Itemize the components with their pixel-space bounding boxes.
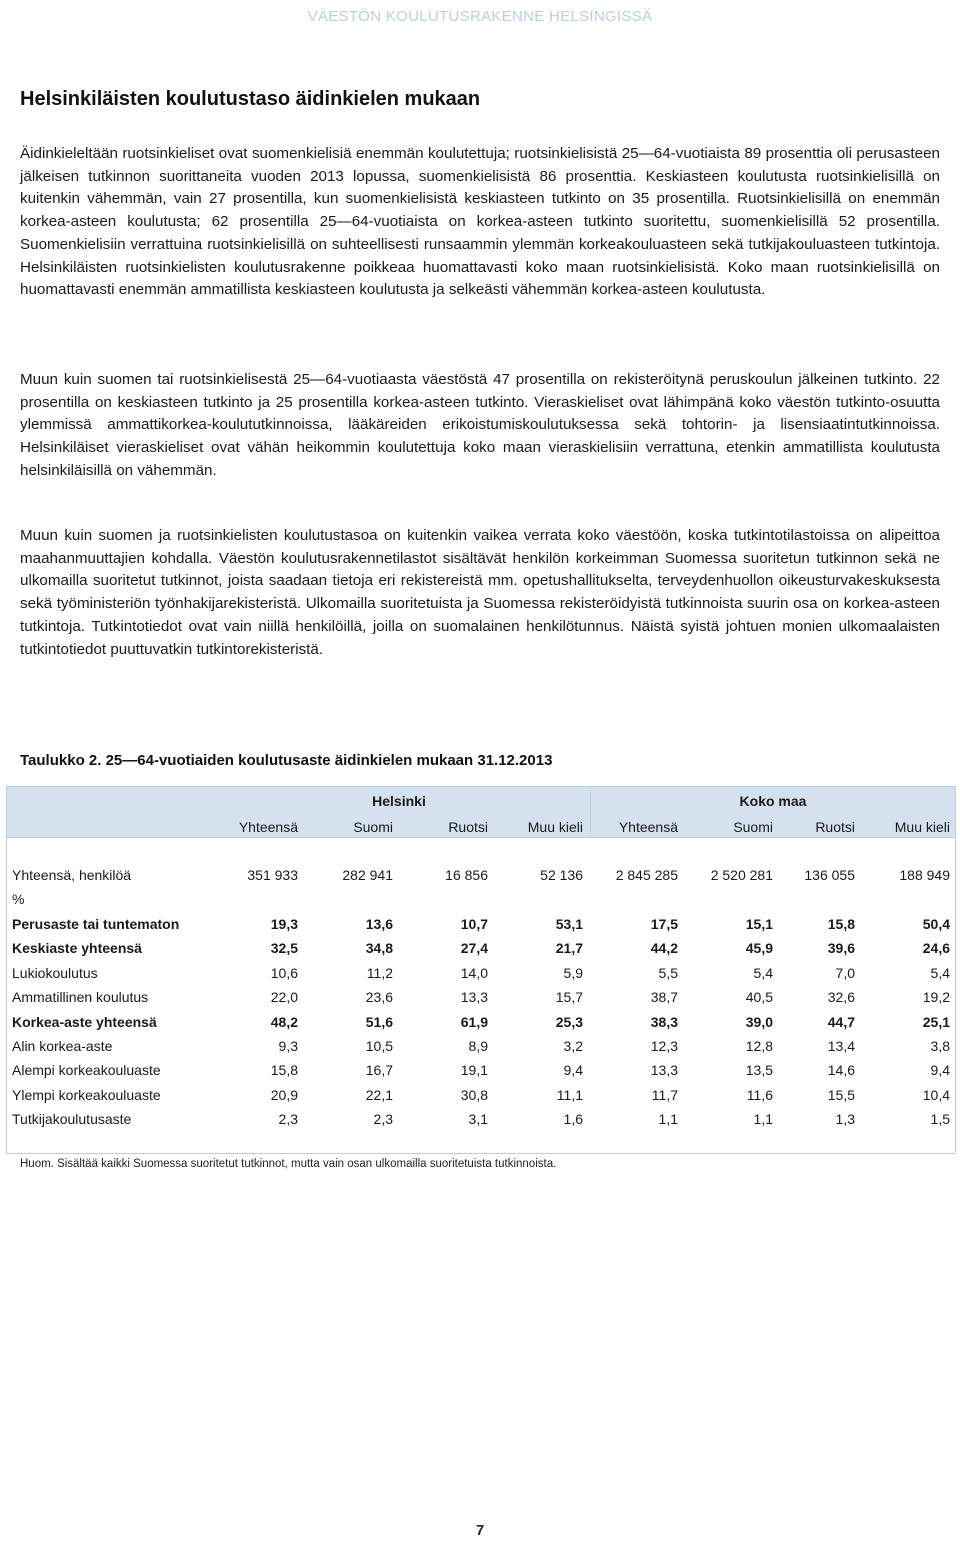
row-label: %: [12, 891, 25, 907]
paragraph-2: Muun kuin suomen tai ruotsinkielisestä 25—64-vuotiaasta väestöstä 47 prosentilla on rekisteröitynä peruskoulun jälkeinen tutkinto. 22 prosentilla on keskiasteen tutkinto ja 25 prosentilla korkea-asteen tutkinto. Vieraskieliset ovat lähimpänä koko väestön tutkinto-osuutta ylemmissä ammattikorkea-koulututkinnoissa, lääkäreiden erikoistumiskoulutuksessa sekä tohtorin- ja lisensiaatintutkinnoissa. Helsinkiläiset vieraskieliset ovat vähän heikommin koulutettuja koko maan vieraskielisiin verrattuna, etenkin ammatillista koulutusta helsinkiläisillä on vähemmän.: [20, 371, 940, 479]
table-cell: 136 055: [804, 867, 855, 883]
table-cell: 14,0: [460, 965, 488, 981]
table-cell: 25,1: [922, 1014, 950, 1030]
table-cell: 25,3: [555, 1014, 583, 1030]
table-cell: 12,3: [650, 1038, 678, 1054]
table-cell: 52 136: [540, 867, 583, 883]
table-cell: 39,6: [827, 940, 855, 956]
table-cell: 19,2: [922, 989, 950, 1005]
table-row: [7, 940, 955, 964]
table-cell: 2,3: [278, 1111, 298, 1127]
table-cell: 2,3: [373, 1111, 393, 1127]
table-row: [7, 989, 955, 1013]
column-header: Ruotsi: [448, 819, 488, 835]
row-label: Perusaste tai tuntematon: [12, 916, 180, 932]
table-cell: 3,2: [563, 1038, 583, 1054]
table-cell: 9,4: [563, 1062, 583, 1078]
table-cell: 11,1: [556, 1087, 583, 1103]
page-number: 7: [475, 1522, 485, 1539]
table-caption: Taulukko 2. 25—64-vuotiaiden koulutusaste äidinkielen mukaan 31.12.2013: [20, 752, 553, 769]
table-cell: 16 856: [445, 867, 488, 883]
table-cell: 44,2: [650, 940, 678, 956]
table-cell: 10,7: [460, 916, 488, 932]
table-row: [7, 916, 955, 940]
table-cell: 1,1: [658, 1111, 678, 1127]
table-cell: 15,5: [827, 1087, 855, 1103]
table-cell: 45,9: [745, 940, 773, 956]
table-cell: 13,6: [365, 916, 393, 932]
table-cell: 2 520 281: [710, 867, 773, 883]
table-cell: 15,1: [745, 916, 773, 932]
table-cell: 1,5: [930, 1111, 950, 1127]
table-cell: 10,4: [922, 1087, 950, 1103]
row-label: Yhteensä, henkilöä: [12, 867, 132, 883]
table-cell: 13,3: [650, 1062, 678, 1078]
table-cell: 11,7: [651, 1087, 678, 1103]
row-label: Lukiokoulutus: [12, 965, 98, 981]
table-cell: 38,3: [650, 1014, 678, 1030]
column-header: Ruotsi: [815, 819, 855, 835]
table-cell: 34,8: [365, 940, 393, 956]
table-cell: 12,8: [745, 1038, 773, 1054]
table-cell: 14,6: [827, 1062, 855, 1078]
table-cell: 1,1: [753, 1111, 773, 1127]
row-label: Alin korkea-aste: [12, 1038, 113, 1054]
table-cell: 27,4: [460, 940, 488, 956]
column-header: Suomi: [733, 819, 773, 835]
table-cell: 9,4: [930, 1062, 950, 1078]
table-cell: 8,9: [468, 1038, 488, 1054]
table-cell: 23,6: [365, 989, 393, 1005]
row-label: Korkea-aste yhteensä: [12, 1014, 157, 1030]
table-row: [7, 965, 955, 989]
table-cell: 9,3: [278, 1038, 298, 1054]
table-cell: 351 933: [247, 867, 298, 883]
table-cell: 5,9: [563, 965, 583, 981]
table-cell: 1,6: [563, 1111, 583, 1127]
table-cell: 61,9: [460, 1014, 488, 1030]
table-cell: 11,2: [366, 965, 393, 981]
table-cell: 50,4: [922, 916, 950, 932]
table-cell: 13,4: [827, 1038, 855, 1054]
table-cell: 3,8: [930, 1038, 950, 1054]
table-cell: 1,3: [835, 1111, 855, 1127]
table-row: [7, 1014, 955, 1038]
group-koko-maa: Koko maa: [739, 793, 807, 809]
row-label: Ammatillinen koulutus: [12, 989, 149, 1005]
table-cell: 40,5: [745, 989, 773, 1005]
group-helsinki: Helsinki: [372, 793, 426, 809]
table-row: [7, 1062, 955, 1086]
column-header: Yhteensä: [238, 819, 298, 835]
table-row: [7, 1038, 955, 1062]
table-cell: 10,6: [270, 965, 298, 981]
column-header: Muu kieli: [894, 819, 950, 835]
table-cell: 22,1: [365, 1087, 393, 1103]
paragraph-3: Muun kuin suomen ja ruotsinkielisten koulutustasoa on kuitenkin vaikea verrata koko väestöön, koska tutkintotilastoissa on alipeittoa maahanmuuttajien kohdalla. Väestön koulutusrakennetilastot sisältävät henkilön korkeimman Suomessa suoritetun tutkinnon sekä ne ulkomailla suoritetut tutkinnot, joista saadaan tietoja eri rekistereistä mm. opetushallitukselta, terveydenhuollon oikeusturvakeskuksesta sekä työministeriön työnhakijarekisteristä. Ulkomailla suoritetuista ja Suomessa rekisteröidyistä tutkinnoista suurin osa on korkea-asteen tutkintoja. Tutkintotiedot ovat vain niillä henkilöillä, joilla on suomalainen henkilötunnus. Näistä syistä johtuen monien ulkomaalaisten tutkintotiedot puuttuvatkin tutkintorekisteristä.: [20, 527, 940, 658]
page-title: Helsinkiläisten koulutustaso äidinkielen mukaan: [20, 88, 481, 110]
table-cell: 188 949: [899, 867, 950, 883]
table-cell: 7,0: [835, 965, 855, 981]
table-footnote: Huom. Sisältää kaikki Suomessa suoritetut tutkinnot, mutta vain osan ulkomailla suoritetuista tutkinnoista.: [20, 1158, 557, 1170]
table-cell: 30,8: [460, 1087, 488, 1103]
column-header: Suomi: [353, 819, 393, 835]
table-cell: 282 941: [342, 867, 393, 883]
table-cell: 15,7: [555, 989, 583, 1005]
table-cell: 53,1: [555, 916, 583, 932]
table-cell: 21,7: [555, 940, 583, 956]
table-cell: 10,5: [365, 1038, 393, 1054]
table-cell: 3,1: [468, 1111, 488, 1127]
table-cell: 51,6: [365, 1014, 393, 1030]
table-cell: 5,5: [658, 965, 678, 981]
table-cell: 44,7: [827, 1014, 855, 1030]
row-label: Keskiaste yhteensä: [12, 940, 142, 956]
table-cell: 5,4: [753, 965, 773, 981]
table-cell: 11,6: [746, 1087, 773, 1103]
table-cell: 39,0: [745, 1014, 773, 1030]
table-cell: 15,8: [827, 916, 855, 932]
table-cell: 38,7: [650, 989, 678, 1005]
table-header: [7, 787, 955, 838]
running-head: VÄESTÖN KOULUTUSRAKENNE HELSINGISSÄ: [307, 8, 653, 25]
table-cell: 5,4: [930, 965, 950, 981]
paragraph-1: Äidinkieleltään ruotsinkieliset ovat suomenkielisiä enemmän koulutettuja; ruotsinkielisistä 25—64-vuotiaista 89 prosenttia oli perusasteen jälkeisen tutkinnon suorittaneita vuoden 2013 lopussa, suomenkielisistä 86 prosenttia. Keskiasteen koulutusta ruotsinkielisillä on kuitenkin vähemmän, vain 27 prosentilla, kun suomenkielisistä keskiasteen tutkinto on 35 prosentilla. Ruotsinkielisillä on enemmän korkea-asteen koulutusta; 62 prosentilla 25—64-vuotiaista on korkea-asteen tutkinto suoritettu, suomenkielisillä 52 prosentilla. Suomenkielisiin verrattuina ruotsinkielisillä on suhteellisesti runsaammin ylemmän korkeakouluasteen sekä tutkijakouluasteen tutkintoja. Helsinkiläisten ruotsinkielisten koulutusrakenne poikkeaa huomattavasti koko maan ruotsinkielisistä. Koko maan ruotsinkielisillä on huomattavasti enemmän ammatillista keskiasteen koulutusta ja selkeästi vähemmän korkea-asteen koulutusta.: [20, 145, 940, 299]
table-cell: 32,5: [270, 940, 298, 956]
table-cell: 16,7: [365, 1062, 393, 1078]
table-cell: 17,5: [650, 916, 678, 932]
table-cell: 13,5: [745, 1062, 773, 1078]
education-table: [6, 786, 956, 1154]
table-cell: 13,3: [460, 989, 488, 1005]
table-cell: 19,1: [460, 1062, 488, 1078]
row-label: Alempi korkeakouluaste: [12, 1062, 161, 1078]
table-row: [7, 1087, 955, 1111]
table-cell: 2 845 285: [615, 867, 678, 883]
table-cell: 20,9: [270, 1087, 298, 1103]
table-cell: 19,3: [270, 916, 298, 932]
table-row: [7, 1111, 955, 1135]
column-header: Yhteensä: [618, 819, 678, 835]
table-cell: 24,6: [922, 940, 950, 956]
row-label: Ylempi korkeakouluaste: [12, 1087, 161, 1103]
table-row: [7, 867, 955, 891]
table-cell: 15,8: [270, 1062, 298, 1078]
table-cell: 32,6: [827, 989, 855, 1005]
table-cell: 48,2: [270, 1014, 298, 1030]
column-header: Muu kieli: [527, 819, 583, 835]
table-cell: 22,0: [270, 989, 298, 1005]
row-label: Tutkijakoulutusaste: [12, 1111, 132, 1127]
table-row: [7, 891, 955, 915]
